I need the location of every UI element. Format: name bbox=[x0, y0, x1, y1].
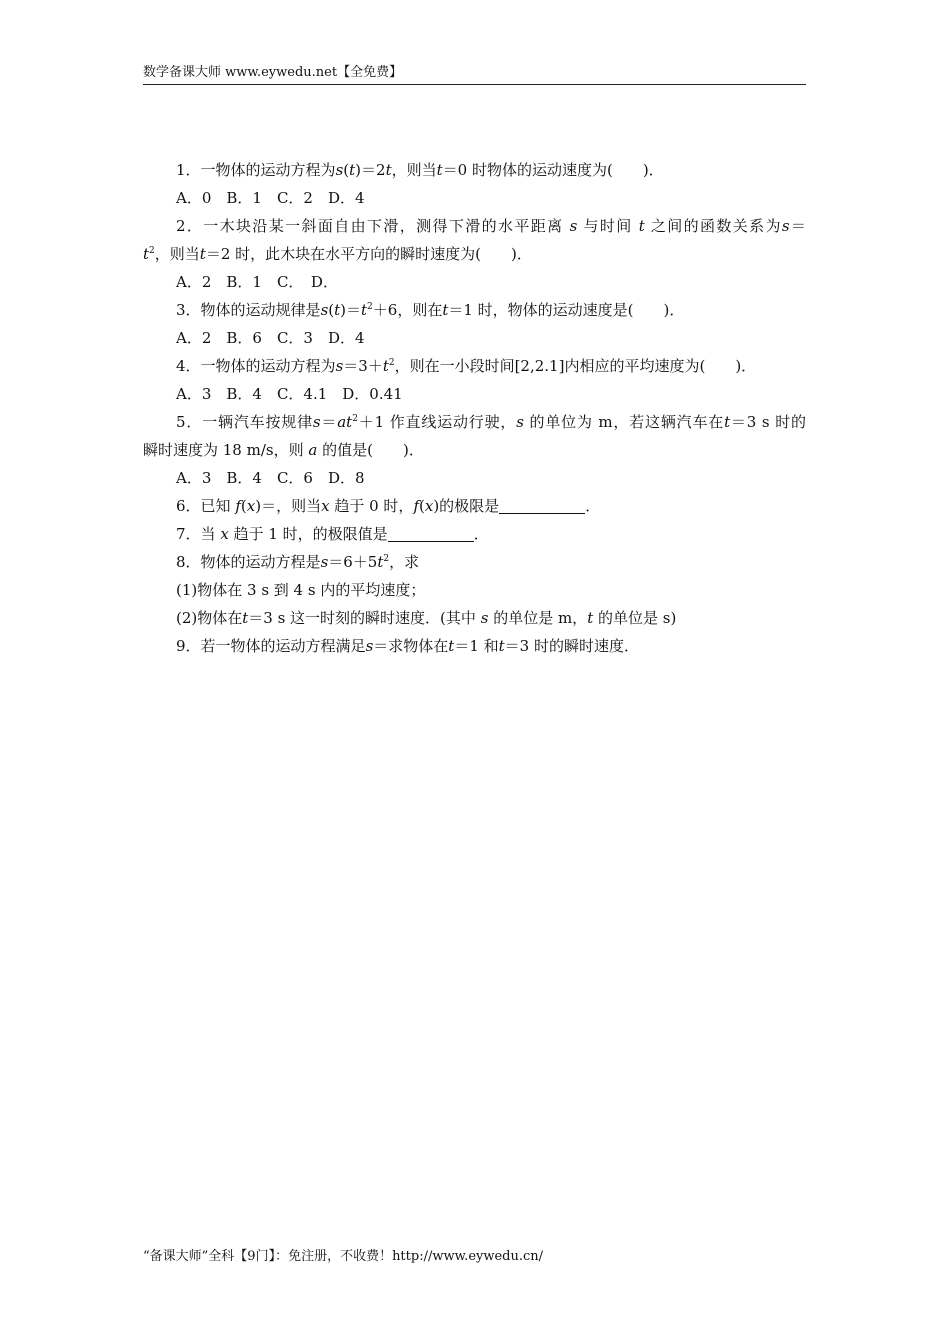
answer-blank bbox=[388, 525, 474, 542]
question-8-part-1: (1)物体在 3 s 到 4 s 内的平均速度； bbox=[176, 581, 426, 599]
page-footer: “备课大师”全科【9门】：免注册，不收费！http://www.eywedu.cn/ bbox=[143, 1249, 544, 1264]
question-9: 9．若一物体的运动方程满足s＝求物体在t＝1 和t＝3 时的瞬时速度． bbox=[176, 637, 639, 655]
problem-list bbox=[143, 156, 806, 660]
question-4: 4．一物体的运动方程为$s=3+t^2$，则在一小段时间[2,2.1]内相应的平均速度为( )． bbox=[176, 357, 757, 375]
page-header: 数学备课大师 www.eywedu.net【全免费】 bbox=[143, 64, 806, 85]
question-3-options: A．2 B．6 C．3 D．4 bbox=[176, 329, 365, 347]
question-7: 7．当 x 趋于 1 时，的极限值是 ． bbox=[176, 525, 489, 543]
question-2-cont: $t^2$，则当t＝2 时，此木块在水平方向的瞬时速度为( )． bbox=[143, 245, 532, 263]
answer-blank bbox=[499, 497, 585, 514]
question-8: 8．物体的运动方程是$s=6+5t^2$，求 bbox=[176, 553, 420, 571]
question-2: 2．一木块沿某一斜面自由下滑，测得下滑的水平距离 s 与时间 t 之间的函数关系为s＝ bbox=[176, 217, 806, 235]
question-2-options: A．2 B．1 C． D． bbox=[176, 273, 338, 291]
question-8-part-2: (2)物体在t＝3 s 这一时刻的瞬时速度．(其中 s 的单位是 m，t 的单位是 s) bbox=[176, 609, 677, 627]
question-5-cont: 瞬时速度为 18 m/s，则 a 的值是( )． bbox=[143, 441, 424, 459]
question-5-options: A．3 B．4 C．6 D．8 bbox=[176, 469, 365, 487]
question-1: 1．一物体的运动方程为s(t)＝2t，则当t＝0 时物体的运动速度为( )． bbox=[176, 161, 664, 179]
question-1-options: A．0 B．1 C．2 D．4 bbox=[176, 189, 365, 207]
question-5: 5．一辆汽车按规律$s=at^2+1$ 作直线运动行驶，s 的单位为 m，若这辆汽车在t＝3 s 时的 bbox=[176, 413, 807, 431]
question-6: 6．已知 f(x)＝，则当x 趋于 0 时，f(x)的极限是 ． bbox=[176, 497, 601, 515]
question-4-options: A．3 B．4 C．4.1 D．0.41 bbox=[176, 385, 403, 403]
question-3: 3．物体的运动规律是$s(t)=t^2+6$，则在t＝1 时，物体的运动速度是( )． bbox=[176, 301, 685, 319]
